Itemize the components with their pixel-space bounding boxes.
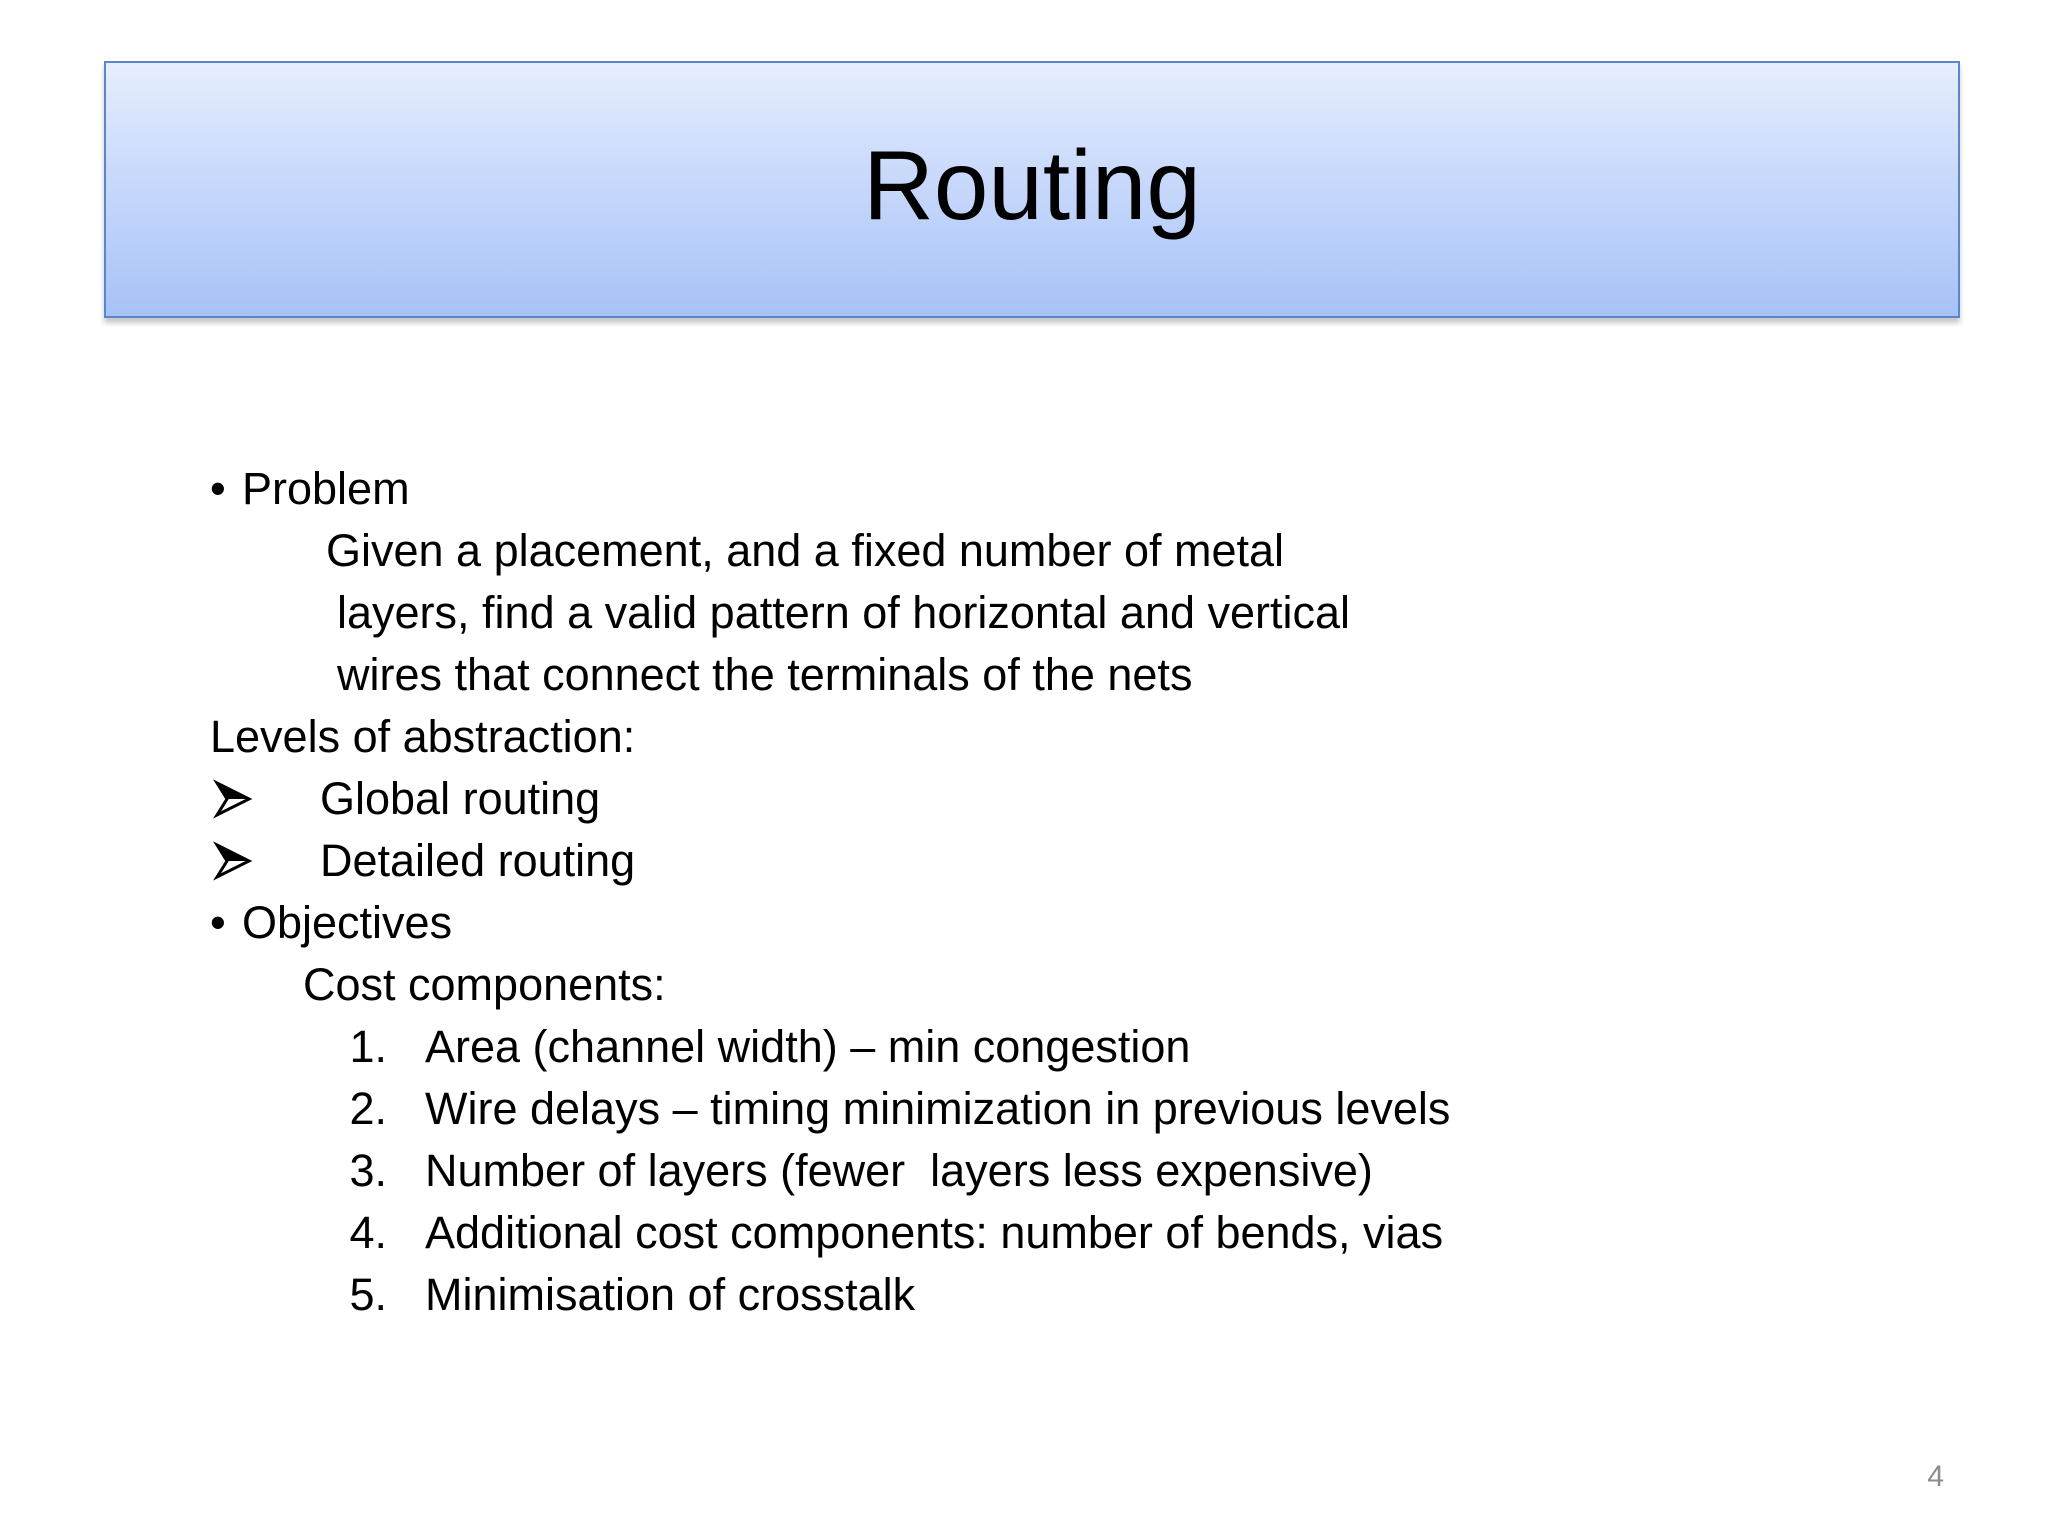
objectives-label: Objectives [242,897,453,948]
list-item-number: 1. [349,1021,387,1072]
slide-title: Routing [863,129,1201,240]
list-item-number: 2. [349,1083,387,1134]
list-item-text: Wire delays – timing minimization in previous levels [425,1083,1451,1134]
bullet-dot: • [210,897,226,948]
list-item-text: Number of layers (fewer layers less expensive) [425,1145,1373,1196]
page-number: 4 [1927,1460,1944,1493]
bullet-dot: • [210,463,226,514]
list-item-number: 3. [349,1145,387,1196]
arrowhead-bullet-icon [213,841,253,881]
list-item-number: 4. [349,1207,387,1258]
problem-line-1: Given a placement, and a fixed number of metal [326,525,1285,576]
problem-line-2: layers, find a valid pattern of horizontal and vertical [337,587,1351,638]
bullet-problem [210,458,410,520]
level-item-global: Global routing [320,773,601,824]
arrowhead-bullet-icon [213,779,253,819]
problem-line-3: wires that connect the terminals of the nets [337,649,1193,700]
bullet-objectives [210,892,452,954]
list-item-text: Minimisation of crosstalk [425,1269,916,1320]
list-item-text: Additional cost components: number of bends, vias [425,1207,1444,1258]
levels-heading: Levels of abstraction: [210,711,636,762]
title-box [104,61,1960,318]
list-item-number: 5. [349,1269,387,1320]
level-item-detailed: Detailed routing [320,835,636,886]
problem-label: Problem [242,463,410,514]
cost-components-heading: Cost components: [303,959,666,1010]
list-item-text: Area (channel width) – min congestion [425,1021,1191,1072]
